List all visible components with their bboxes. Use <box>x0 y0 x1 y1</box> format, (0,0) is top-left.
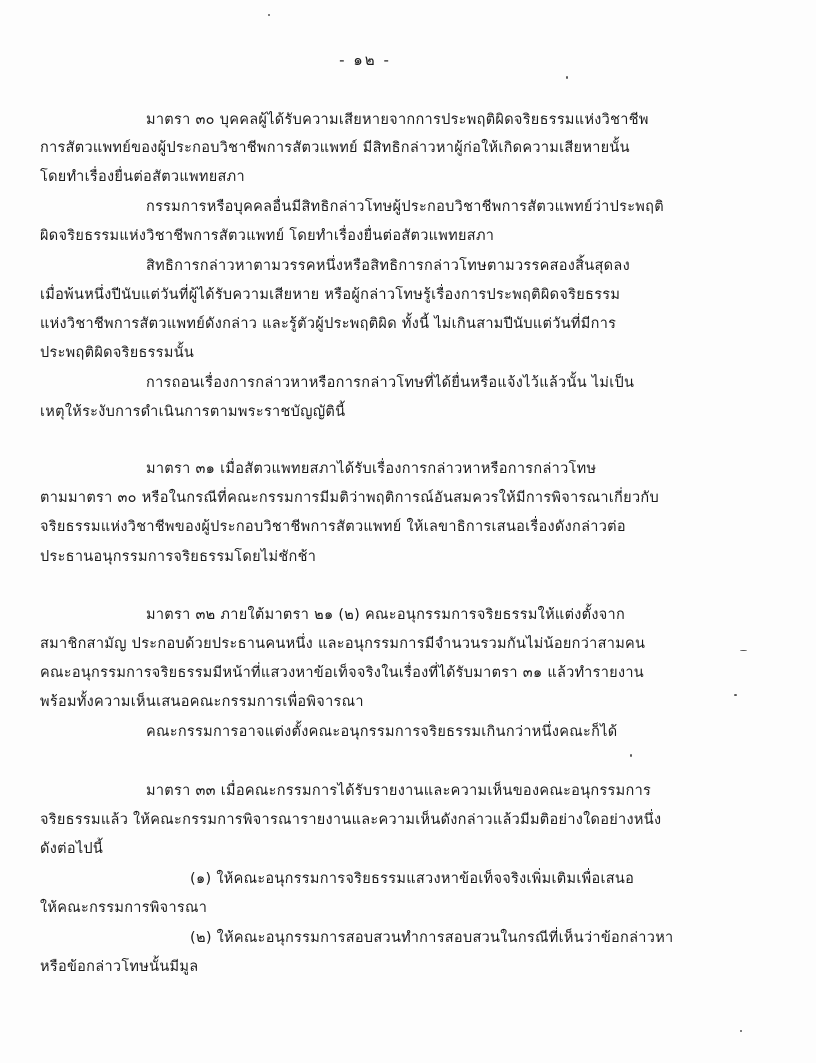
section-32-line-1: มาตรา ๓๒ ภายใต้มาตรา ๒๑ (๒) คณะอนุกรรมการจริยธรรมให้แต่งตั้งจาก <box>146 607 626 623</box>
section-33-item-2-line-2: หรือข้อกล่าวโทษนั้นมีมูล <box>40 959 199 975</box>
section-30-para2-line-1: กรรมการหรือบุคคลอื่นมีสิทธิกล่าวโทษผู้ประกอบวิชาชีพการสัตวแพทย์ว่าประพฤติ <box>146 199 664 215</box>
section-32-line-2: สมาชิกสามัญ ประกอบด้วยประธานคนหนึ่ง และอนุกรรมการมีจำนวนรวมกันไม่น้อยกว่าสามคน <box>40 636 646 652</box>
page-number: - ๑๒ - <box>339 51 391 69</box>
section-32-line-3: คณะอนุกรรมการจริยธรรมมีหน้าที่แสวงหาข้อเท็จจริงในเรื่องที่ได้รับมาตรา ๓๑ แล้วทำรายงาน <box>40 665 644 681</box>
section-33-item-1-line-2: ให้คณะกรรมการพิจารณา <box>40 900 208 916</box>
section-33-line-3: ดังต่อไปนี้ <box>40 841 104 857</box>
section-30-para3-line-1: สิทธิการกล่าวหาตามวรรคหนึ่งหรือสิทธิการกล่าวโทษตามวรรคสองสิ้นสุดลง <box>146 258 630 274</box>
section-30-line-2: การสัตวแพทย์ของผู้ประกอบวิชาชีพการสัตวแพทย์ มีสิทธิกล่าวหาผู้ก่อให้เกิดความเสียหายนั้น <box>40 140 630 156</box>
section-32-line-4: พร้อมทั้งความเห็นเสนอคณะกรรมการเพื่อพิจารณา <box>40 694 364 710</box>
scan-speck <box>630 754 632 757</box>
section-30-para4-line-2: เหตุให้ระงับการดำเนินการตามพระราชบัญญัตินี้ <box>40 404 346 420</box>
section-32-para2-line-1: คณะกรรมการอาจแต่งตั้งคณะอนุกรรมการจริยธรรมเกินกว่าหนึ่งคณะก็ได้ <box>146 724 618 740</box>
scan-speck <box>740 1030 742 1032</box>
section-31-line-1: มาตรา ๓๑ เมื่อสัตวแพทยสภาได้รับเรื่องการกล่าวหาหรือการกล่าวโทษ <box>146 461 597 477</box>
section-30-para4-line-1: การถอนเรื่องการกล่าวหาหรือการกล่าวโทษที่ได้ยื่นหรือแจ้งไว้แล้วนั้น ไม่เป็น <box>146 375 635 391</box>
section-33-line-2: จริยธรรมแล้ว ให้คณะกรรมการพิจารณารายงานและความเห็นดังกล่าวแล้วมีมติอย่างใดอย่างหนึ่ง <box>40 812 662 828</box>
section-33-item-2-line-1: (๒) ให้คณะอนุกรรมการสอบสวนทำการสอบสวนในกรณีที่เห็นว่าข้อกล่าวหา <box>190 930 674 946</box>
section-30-para3-line-3: แห่งวิชาชีพการสัตวแพทย์ดังกล่าว และรู้ตัวผู้ประพฤติผิด ทั้งนี้ ไม่เกินสามปีนับแต่วันที่มีการ <box>40 316 617 332</box>
scan-speck <box>268 14 270 16</box>
scan-speck <box>734 694 737 696</box>
section-30-line-1: มาตรา ๓๐ บุคคลผู้ได้รับความเสียหายจากการประพฤติผิดจริยธรรมแห่งวิชาชีพ <box>146 112 649 128</box>
section-31-line-3: จริยธรรมแห่งวิชาชีพของผู้ประกอบวิชาชีพการสัตวแพทย์ ให้เลขาธิการเสนอเรื่องดังกล่าวต่อ <box>40 519 626 535</box>
section-30-line-3: โดยทำเรื่องยื่นต่อสัตวแพทยสภา <box>40 169 245 185</box>
section-31-line-4: ประธานอนุกรรมการจริยธรรมโดยไม่ชักช้า <box>40 549 317 565</box>
scan-speck <box>740 650 747 651</box>
section-33-item-1-line-1: (๑) ให้คณะอนุกรรมการจริยธรรมแสวงหาข้อเท็จจริงเพิ่มเติมเพื่อเสนอ <box>190 871 635 887</box>
section-30-para3-line-4: ประพฤติผิดจริยธรรมนั้น <box>40 345 195 361</box>
section-30-para3-line-2: เมื่อพ้นหนึ่งปีนับแต่วันที่ผู้ได้รับความเสียหาย หรือผู้กล่าวโทษรู้เรื่องการประพฤติผิดจริยธรรม <box>40 287 621 303</box>
section-31-line-2: ตามมาตรา ๓๐ หรือในกรณีที่คณะกรรมการมีมติว่าพฤติการณ์อันสมควรให้มีการพิจารณาเกี่ยวกับ <box>40 490 659 506</box>
scan-speck <box>566 76 568 79</box>
section-33-line-1: มาตรา ๓๓ เมื่อคณะกรรมการได้รับรายงานและความเห็นของคณะอนุกรรมการ <box>146 783 652 799</box>
section-30-para2-line-2: ผิดจริยธรรมแห่งวิชาชีพการสัตวแพทย์ โดยทำเรื่องยื่นต่อสัตวแพทยสภา <box>40 228 495 244</box>
